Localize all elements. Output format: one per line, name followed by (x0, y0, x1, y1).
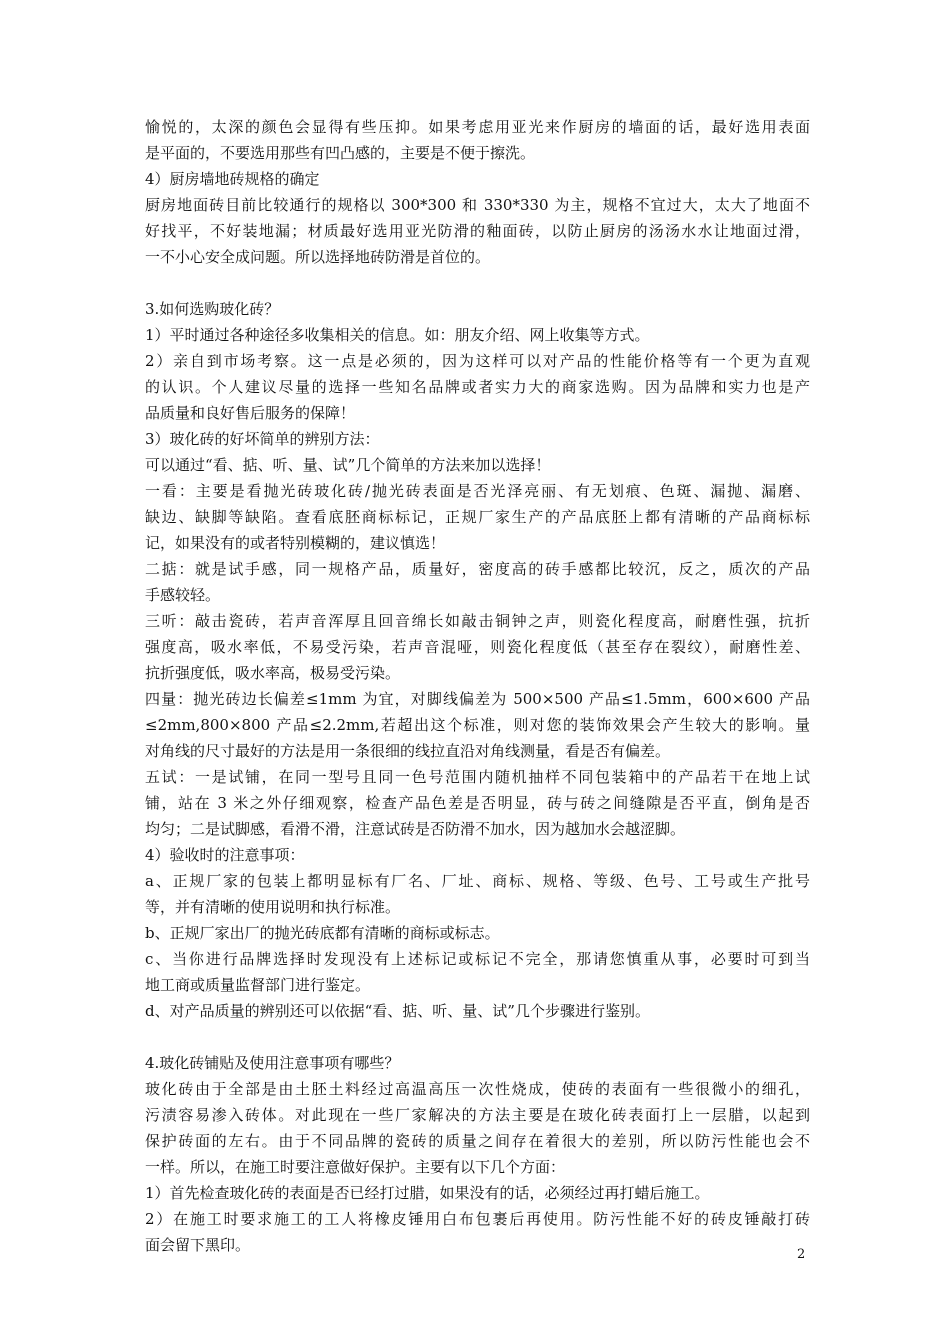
text-line: 地工商或质量监督部门进行鉴定。 (145, 976, 371, 994)
text-line: 3）玻化砖的好坏简单的辨别方法： (145, 430, 380, 448)
text-line: 2）在施工时要求施工的工人将橡皮锤用白布包裹后再使用。防污性能不好的砖皮锤敲打砖 (145, 1210, 810, 1228)
page-number: 2 (797, 1247, 806, 1262)
text-line: 对角线的尺寸最好的方法是用一条很细的线拉直沿对角线测量，看是否有偏差。 (145, 742, 671, 760)
text-line: 愉悦的，太深的颜色会显得有些压抑。如果考虑用亚光来作厨房的墙面的话，最好选用表面 (145, 118, 810, 136)
text-line: 4.玻化砖铺贴及使用注意事项有哪些？ (145, 1054, 400, 1072)
text-line: 记，如果没有的或者特别模糊的，建议慎选！ (145, 534, 446, 552)
text-line: 品质量和良好售后服务的保障！ (145, 404, 356, 422)
text-line: 均匀；二是试脚感，看滑不滑，注意试砖是否防滑不加水，因为越加水会越涩脚。 (145, 820, 686, 838)
text-line: 污渍容易渗入砖体。对此现在一些厂家解决的方法主要是在玻化砖表面打上一层腊，以起到 (145, 1106, 810, 1124)
text-line: ≤2mm,800×800 产品≤2.2mm,若超出这个标准，则对您的装饰效果会产生较大的影响。量 (145, 716, 810, 734)
text-line: 是平面的，不要选用那些有凹凸感的，主要是不便于擦洗。 (145, 144, 536, 162)
text-line: 抗折强度低，吸水率高，极易受污染。 (145, 664, 401, 682)
text-line: 保护砖面的左右。由于不同品牌的瓷砖的质量之间存在着很大的差别，所以防污性能也会不 (145, 1132, 810, 1150)
text-line: b、正规厂家出厂的抛光砖底都有清晰的商标或标志。 (145, 924, 500, 942)
text-line: 一样。所以，在施工时要注意做好保护。主要有以下几个方面： (145, 1158, 566, 1176)
text-line: 手感较轻。 (145, 586, 221, 604)
text-line: 1）首先检查玻化砖的表面是否已经打过腊，如果没有的话，必须经过再打蜡后施工。 (145, 1184, 710, 1202)
text-line: 等，并有清晰的使用说明和执行标准。 (145, 898, 401, 916)
document-body (145, 114, 810, 1258)
text-line: 五试：一是试铺，在同一型号且同一色号范围内随机抽样不同包装箱中的产品若干在地上试 (145, 768, 810, 786)
text-line: 面会留下黑印。 (145, 1236, 251, 1254)
text-line: a、正规厂家的包装上都明显标有厂名、厂址、商标、规格、等级、色号、工号或生产批号 (145, 872, 810, 890)
paragraph-gap (145, 270, 810, 296)
text-line: 2）亲自到市场考察。这一点是必须的，因为这样可以对产品的性能价格等有一个更为直观 (145, 352, 810, 370)
text-line: 一看：主要是看抛光砖玻化砖/抛光砖表面是否光泽亮丽、有无划痕、色斑、漏抛、漏磨、 (145, 482, 810, 500)
text-line: 4）验收时的注意事项： (145, 846, 305, 864)
text-line: 好找平，不好装地漏；材质最好选用亚光防滑的釉面砖，以防止厨房的汤汤水水让地面过滑， (145, 222, 810, 240)
text-line: 强度高，吸水率低，不易受污染，若声音混哑，则瓷化程度低（甚至存在裂纹），耐磨性差、 (145, 638, 810, 656)
text-line: 3.如何选购玻化砖？ (145, 300, 280, 318)
text-line: 二掂：就是试手感，同一规格产品，质量好，密度高的砖手感都比较沉，反之，质次的产品 (145, 560, 810, 578)
text-line: d、对产品质量的辨别还可以依据“看、掂、听、量、试”几个步骤进行鉴别。 (145, 1002, 650, 1020)
text-line: 1）平时通过各种途径多收集相关的信息。如：朋友介绍、网上收集等方式。 (145, 326, 650, 344)
text-line: 玻化砖由于全部是由土胚土料经过高温高压一次性烧成，使砖的表面有一些很微小的细孔， (145, 1080, 810, 1098)
text-line: 的认识。个人建议尽量的选择一些知名品牌或者实力大的商家选购。因为品牌和实力也是产 (145, 378, 810, 396)
text-line: 厨房地面砖目前比较通行的规格以 300*300 和 330*330 为主，规格不宜过大，太大了地面不 (145, 196, 810, 214)
text-line: c、当你进行品牌选择时发现没有上述标记或标记不完全，那请您慎重从事，必要时可到当 (145, 950, 810, 968)
text-line: 4）厨房墙地砖规格的确定 (145, 170, 320, 188)
text-line: 可以通过“看、掂、听、量、试”几个简单的方法来加以选择！ (145, 456, 551, 474)
text-line: 一不小心安全成问题。所以选择地砖防滑是首位的。 (145, 248, 491, 266)
text-line: 缺边、缺脚等缺陷。查看底胚商标标记，正规厂家生产的产品底胚上都有清晰的产品商标标 (145, 508, 810, 526)
text-line: 三听：敲击瓷砖，若声音浑厚且回音绵长如敲击铜钟之声，则瓷化程度高，耐磨性强，抗折 (145, 612, 810, 630)
text-line: 四量：抛光砖边长偏差≤1mm 为宜，对脚线偏差为 500×500 产品≤1.5mm，600×600 产品 (145, 690, 810, 708)
text-line: 铺，站在 3 米之外仔细观察，检查产品色差是否明显，砖与砖之间缝隙是否平直，倒角是否 (145, 794, 810, 812)
paragraph-gap (145, 1024, 810, 1050)
